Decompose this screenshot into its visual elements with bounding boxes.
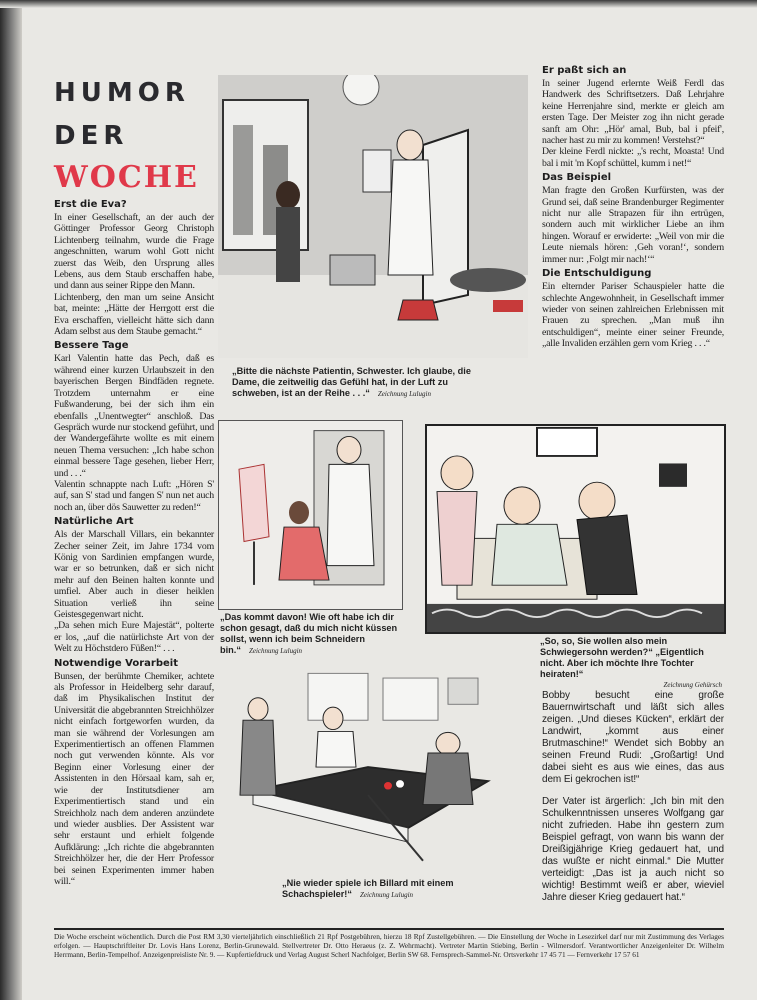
right-jokes <box>542 690 724 914</box>
right-column <box>542 62 724 350</box>
title-der: DER <box>54 121 129 151</box>
page-title <box>54 72 199 198</box>
cartoon-caption <box>232 366 472 400</box>
cartoon-tailoring <box>218 420 403 610</box>
article-text: Ein elternder Pariser Schauspieler hatte die schlechte Angewohnheit, in Gesellschaft immer wieder von seinen zahlreichen Erlebnissen mit Frauen zu sprechen. „Man muß ihn entschuldigen“, meinte einer seiner Freunde, „alle Invaliden erzählen gern vom Krieg . . .“ <box>542 281 724 350</box>
article-text: In seiner Jugend erlernte Weiß Ferdl das Handwerk des Schriftsetzers. Daß Lehrjahre keine Herrenjahre sind, merkte er gleich am ersten Tage. Der Meister zog ihn nicht gerade sanft am Ohr: „Hör' amal, Bub, bal i pfeif', nacher hast zu mir zu kommen! Verstehst?“ <box>542 78 724 147</box>
article-text: „Da sehen mich Eure Majestät“, polterte er los, „auf die natürlichste Art von der Welt zu Höchstdero Füßen!“ . . . <box>54 620 214 655</box>
article-text: In einer Gesellschaft, an der auch der Göttinger Professor Georg Christoph Lichtenberg teilnahm, wurde die Frage angeschnitten, warum wohl Gott nicht zuerst das Weib, den Ursprung alles Lebens, aus dem Staub erschaffen habe, und dann aus seiner Rippe den Mann. <box>54 212 214 292</box>
caption-credit: Zeichnung Gehürsch <box>663 681 722 689</box>
imprint-footer: Die Woche erscheint wöchentlich. Durch die Post RM 3,30 vierteljährlich einschließlich 21 Rpf Postgebühren, hierzu 18 Rpf Zustellgebühren. — Die Einstellung der Woche in Lesezirkel darf nur mit Zustimmung des Verlages erfolgen. — Hauptschriftleiter Dr. Lovis Hans Lorenz, Berlin-Grunewald. Stellvertreter Dr. Otto Heraeus (z. Z. Wehrmacht). Vertreter Martin Stiebing, Berlin - Wilmersdorf. Verantwortlicher Anzeigenleiter Dr. Wilhelm Herrmann, Berlin-Tempelhof. Anzeigenpreisliste Nr. 9. — Kupfertiefdruck und Verlag August Scherl Nachfolger, Berlin SW 68. Fernsprech-Sammel-Nr. Ortsverkehr 17 45 71 — Fernverkehr 17 57 61 <box>54 928 724 959</box>
article-text: Man fragte den Großen Kurfürsten, was der Grund sei, daß seine Brandenburger Regimenter nicht nur alle Strapazen für ihn ertrügen, sondern auch mit wirklicher Liebe an ihm hingen. Worauf er erwiderte: „Weil von mir die Leute niemals hören: ‚Geh voran!‘, sondern immer nur: ‚Folgt mir nach!‘“ <box>542 185 724 265</box>
joke-text: Der Vater ist ärgerlich: „Ich bin mit den Schulkenntnissen unseres Wolfgang gar nicht zufrieden. Habe ihn gestern zum Beispiel gefragt, von wann bis wann der Dreißigjährige Krieg gedauert hat, und das wußte er nicht einmal.“ Die Mutter verteidigt: „Das ist ja auch nicht so wichtig! Bestimmt weiß er aber, wieviel Jahre dieser Krieg gedauert hat.“ <box>542 796 724 903</box>
article-text: Der kleine Ferdl nickte: „'s recht, Moasta! Und bal i mit 'm Kopf schüttel, kumm i net!“ <box>542 146 724 169</box>
caption-text: „So, so, Sie wollen also mein Schwiegersohn werden?“ „Eigentlich nicht. Aber ich möchte Ihre Tochter heiraten!“ <box>540 636 704 679</box>
joke-text: Bobby besucht eine große Bauernwirtschaft und läßt sich alles zeigen. „Und dieses Kücken“, erklärt der Landwirt, „kommt aus einer Brutmaschine!“ Wendet sich Bobby an seinen Freund Rudi: „Großartig! Und dabei sieht es aus wie eines, das aus dem Ei gekrochen ist!“ <box>542 690 724 785</box>
cartoon-caption <box>540 636 722 691</box>
article-title: Das Beispiel <box>542 172 612 184</box>
cartoon-doctor-office <box>218 75 528 358</box>
scan-top-shadow <box>0 0 757 8</box>
article-text: Lichtenberg, den man um seine Ansicht bat, meinte: „Hätte der Herrgott erst die Eva erschaffen, vielleicht hätte sich dann Adam selbst aus dem Staube gemacht.“ <box>54 291 214 338</box>
article-text: Karl Valentin hatte das Pech, daß es während einer kurzen Urlaubszeit in den bayerischen Bergen Bindfäden regnete. Trotzdem unternahm er eine Fußwanderung, bei der sich ihm ein ebenfalls „Unentwegter“ anschloß. Das Gespräch wurde nur stockend geführt, und der Wandergefährte wollte es mit einem neuen Thema versuchen: „Ich habe schon einmal bessere Tage gesehen, lieber Herr, und . . .“ <box>54 353 214 479</box>
article-text: Als der Marschall Villars, ein bekannter Zecher seiner Zeit, im Jahre 1734 vom König von Sardinien empfangen wurde, war er so betrunken, daß er sich nicht mehr auf den Beinen halten konnte und umfiel. Aber auch in dieser heiklen Situation verließ ihn seine Geistesgegenwart nicht. <box>54 529 214 620</box>
caption-text: „Das kommt davon! Wie oft habe ich dir schon gesagt, daß du mich nicht küssen sollst, wenn ich beim Schneidern bin.“ <box>220 612 398 655</box>
caption-text: „Nie wieder spiele ich Billard mit einem Schachspieler!“ <box>282 878 454 899</box>
article-title: Notwendige Vorarbeit <box>54 657 178 669</box>
scan-edge-shadow <box>0 0 22 1000</box>
cartoon-sofa-proposal <box>425 424 726 634</box>
article-title: Natürliche Art <box>54 516 134 528</box>
article-text: Valentin schnappte nach Luft: „Hören S' auf, san S' stad und fangen S' nun net auch noch an, über dös Sauwetter zu reden!“ <box>54 478 214 513</box>
title-humor: HUMOR <box>54 78 190 108</box>
title-woche: WOCHE <box>54 160 199 195</box>
article-title: Erst die Eva? <box>54 199 127 210</box>
article-title: Die Entschuldigung <box>542 268 652 280</box>
cartoon-billiards <box>218 664 523 872</box>
cartoon-caption <box>220 612 418 657</box>
article-title: Bessere Tage <box>54 340 129 352</box>
cartoon-caption <box>282 878 522 901</box>
left-column <box>54 196 214 887</box>
caption-credit: Zeichnung Lulugin <box>248 647 303 655</box>
caption-text: „Bitte die nächste Patientin, Schwester. Ich glaube, die Dame, die zeitweilig das Gefühl hat, in der Luft zu schweben, ist an der Reihe . . .“ <box>232 366 471 398</box>
article-title: Er paßt sich an <box>542 65 627 76</box>
article-text: Bunsen, der berühmte Chemiker, achtete als Professor in Heidelberg sehr darauf, daß im Physikalischen Institut der Universität die abgebrannten Streichhölzer nicht einfach fortgeworfen wurden, da man sie während der Vorlesungen am Experimentiertisch an offenen Flammen noch gut verwenden könnte. Als vor Beginn einer Vorlesung einer der Assistenten in den Hörsaal kam, sah er, wie der Institutsdiener am Experimentiertisch stand und ein Streichholz nach dem anderen anzündete und wieder ausblies. Der Assistent war sehr erstaunt und erhielt folgende Aufklärung: „Ich richte die abgebrannten Streichhölzer her, die der Herr Professor bei seinen Experimenten immer haben will.“ <box>54 670 214 887</box>
caption-credit: Zeichnung Lulugin <box>377 390 431 398</box>
caption-credit: Zeichnung Lulugin <box>359 891 414 899</box>
